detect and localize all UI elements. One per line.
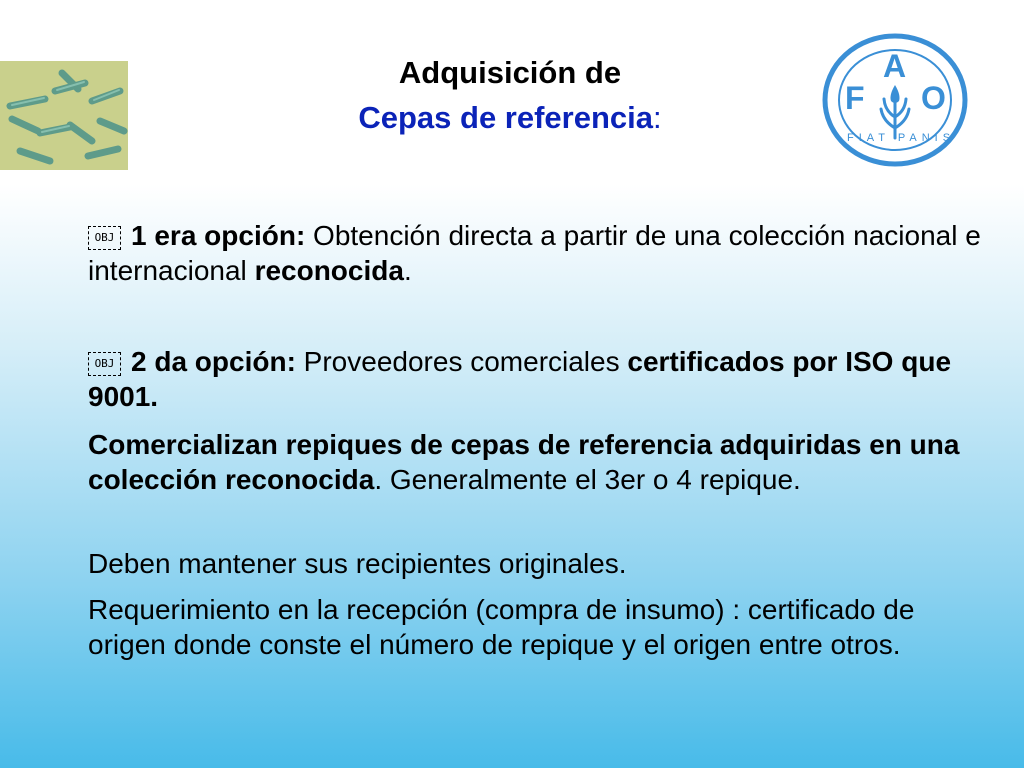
option-1-paragraph [88, 218, 988, 288]
option-1-emphasis: reconocida [254, 255, 404, 286]
logo-motto: FIAT PANIS [847, 132, 956, 144]
commercial-note-paragraph [88, 427, 988, 497]
option-1-period: . [403, 255, 412, 286]
option-2-emphasis: certificados por ISO que 9001. [88, 346, 952, 412]
bullet-placeholder-icon: OBJ [88, 226, 121, 250]
commercial-note-text: . Generalmente el 3er o 4 repique. [374, 464, 801, 495]
slide-title-line-1: Adquisición de [398, 55, 622, 90]
option-2-paragraph [88, 344, 988, 414]
reception-requirement-paragraph: Requerimiento en la recepción (compra de insumo) : certificado de origen donde conste el número de repique y el origen entre otros. [88, 594, 915, 660]
slide-title-colon: : [653, 100, 662, 135]
logo-letter-a: A [883, 48, 907, 84]
option-2-text: Proveedores comerciales [295, 346, 628, 377]
logo-letter-o: O [921, 80, 946, 116]
commercial-note-emphasis: Comercializan repiques de cepas de referencia adquiridas en una colección reconocida [88, 429, 960, 495]
logo-letter-f: F [845, 80, 865, 116]
bacteria-microscope-image [0, 61, 128, 170]
fao-logo [821, 33, 969, 167]
option-1-label: 1 era opción: [131, 220, 306, 251]
option-1-text: Obtención directa a partir de una colección nacional e internacional [88, 220, 981, 286]
option-2-label: 2 da opción: [131, 346, 296, 377]
bacteria-illustration [0, 61, 128, 170]
slide-title-line-2 [240, 99, 780, 137]
containers-note-paragraph: Deben mantener sus recipientes originales. [88, 548, 627, 579]
slide-title-emphasis: Cepas de referencia [358, 100, 654, 135]
bullet-placeholder-icon: OBJ [88, 352, 121, 376]
